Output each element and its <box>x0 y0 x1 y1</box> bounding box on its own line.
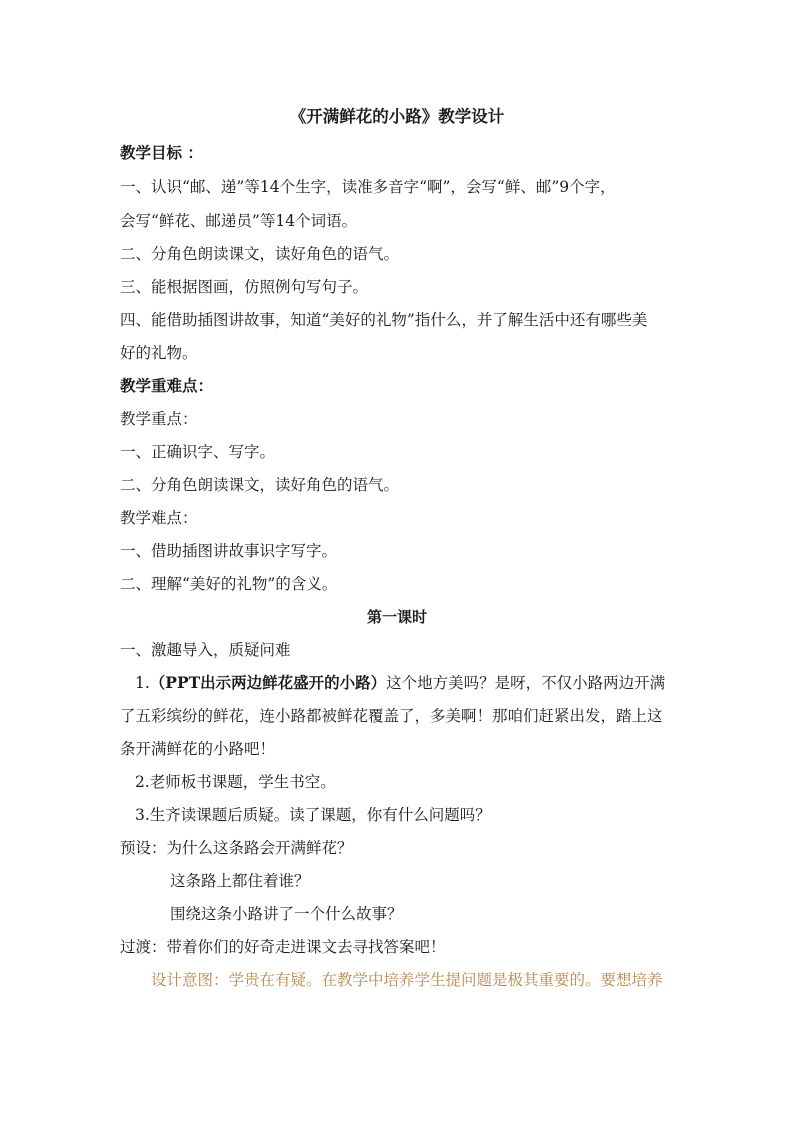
step-1-line-1 <box>135 673 665 693</box>
goals-heading: 教学目标 ： <box>120 143 203 162</box>
focus-label: 教学重点： <box>120 410 198 428</box>
difficulty-label: 教学难点： <box>120 509 198 527</box>
lesson-heading: 第一课时 <box>366 608 427 626</box>
section-1-heading: 一、激趣导入，质疑问难 <box>120 641 291 659</box>
step-1-number: 1. <box>135 674 150 692</box>
preset-1: 预设：为什么这条路会开满鲜花？ <box>120 839 353 857</box>
keypoints-heading: 教学重难点： <box>120 376 214 395</box>
step-1-line-2: 了五彩缤纷的鲜花，连小路都被鲜花覆盖了，多美啊！那咱们赶紧出发，踏上这 <box>120 707 663 725</box>
goal-1-line-1: 一、认识“邮、递”等14个生字，读准多音字“啊”，会写“鲜、邮”9个字， <box>120 178 616 196</box>
goal-2: 二、分角色朗读课文，读好角色的语气。 <box>120 245 400 263</box>
difficulty-item-1: 一、借助插图讲故事识字写字。 <box>120 542 338 560</box>
preset-2: 这条路上都住着谁？ <box>170 872 310 890</box>
transition-text: 过渡：带着你们的好奇走进课文去寻找答案吧！ <box>120 938 446 956</box>
goal-1-line-2: 会写“鲜花、邮递员”等14个词语。 <box>120 212 358 230</box>
difficulty-item-2: 二、理解“美好的礼物”的含义。 <box>120 575 338 593</box>
document-title: 《开满鲜花的小路》教学设计 <box>289 107 505 126</box>
focus-item-2: 二、分角色朗读课文，读好角色的语气。 <box>120 476 400 494</box>
step-1-text: 这个地方美吗？是呀，不仅小路两边开满 <box>386 674 666 692</box>
preset-3: 围绕这条小路讲了一个什么故事？ <box>170 905 403 923</box>
step-3: 3.生齐读课题后质疑。读了课题，你有什么问题吗？ <box>135 806 491 824</box>
step-1-ppt-note: （PPT出示两边鲜花盛开的小路） <box>149 673 387 692</box>
goal-3: 三、能根据图画，仿照例句写句子。 <box>120 278 369 296</box>
goal-4-line-1: 四、能借助插图讲故事，知道“美好的礼物”指什么，并了解生活中还有哪些美 <box>120 311 648 329</box>
step-1-line-3: 条开满鲜花的小路吧！ <box>120 740 276 758</box>
step-2: 2.老师板书课题，学生书空。 <box>135 773 336 791</box>
focus-item-1: 一、正确识字、写字。 <box>120 443 276 461</box>
design-intent-note: 设计意图：学贵在有疑。在教学中培养学生提问题是极其重要的。要想培养 <box>151 971 663 989</box>
goal-4-line-2: 好的礼物。 <box>120 344 198 362</box>
